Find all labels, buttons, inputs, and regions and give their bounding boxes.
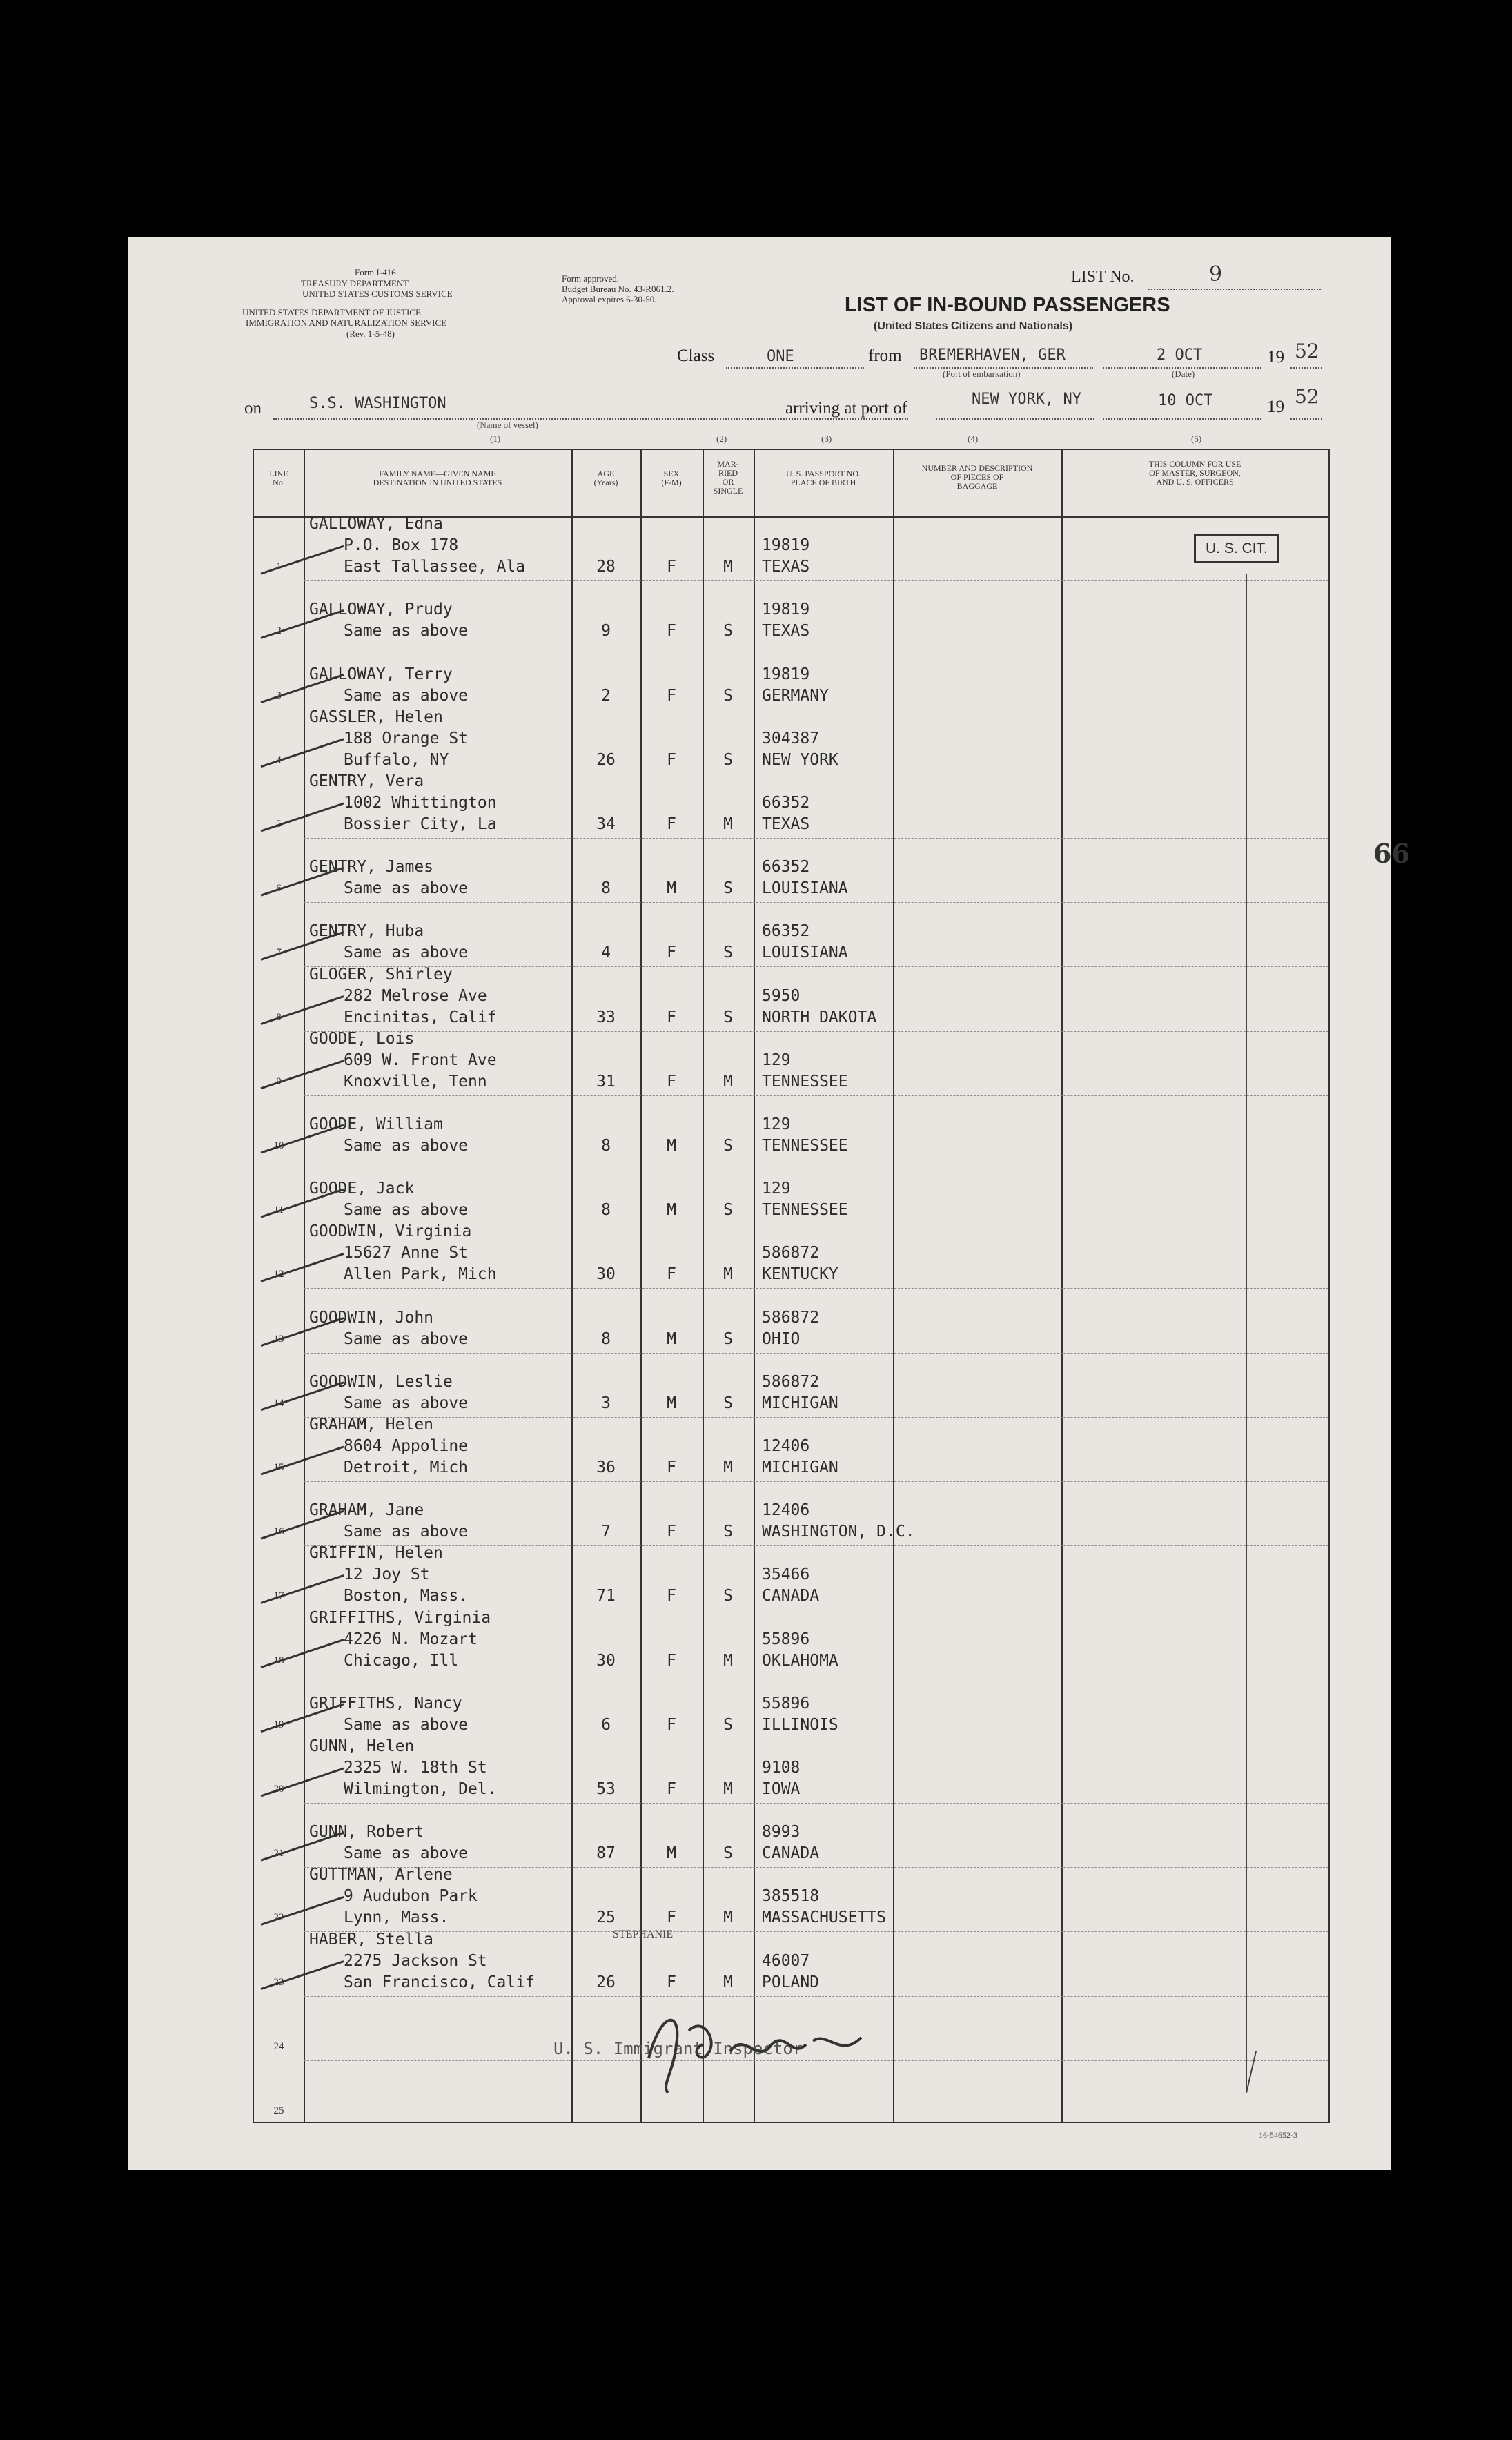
passenger-marital: S xyxy=(723,686,733,705)
passenger-name: GENTRY, Vera xyxy=(309,772,424,790)
passenger-sex: F xyxy=(667,815,676,833)
place-of-birth: GERMANY xyxy=(762,686,829,705)
class-label: Class xyxy=(677,347,715,365)
row-divider xyxy=(304,1803,1328,1804)
passenger-name: GRAHAM, Jane xyxy=(309,1501,424,1520)
passenger-address: 8604 Appoline xyxy=(344,1437,469,1455)
line-number: 16 xyxy=(273,1526,284,1538)
passenger-address: Allen Park, Mich xyxy=(344,1265,497,1284)
form-approved: Form approved. xyxy=(562,273,620,284)
passenger-name: GUNN, Helen xyxy=(309,1737,415,1755)
embarkation-port: BREMERHAVEN, GER xyxy=(919,347,1066,364)
passenger-address: P.O. Box 178 xyxy=(344,536,459,555)
inspector-caption: U. S. Immigrant Inspector xyxy=(553,2039,803,2058)
passenger-sex: M xyxy=(667,879,676,898)
passenger-table xyxy=(253,449,1410,2123)
place-of-birth: CANADA xyxy=(762,1844,820,1863)
passenger-address: San Francisco, Calif xyxy=(344,1973,535,1991)
passenger-sex: F xyxy=(667,1651,676,1670)
passenger-name: GLOGER, Shirley xyxy=(309,965,453,984)
row-divider xyxy=(304,1417,1328,1418)
passenger-sex: M xyxy=(667,1201,676,1220)
place-of-birth: TEXAS xyxy=(762,815,810,833)
passenger-marital: M xyxy=(723,1265,733,1284)
list-number: 9 xyxy=(1209,262,1223,286)
passenger-age: 26 xyxy=(596,750,616,769)
passenger-age: 36 xyxy=(596,1458,616,1476)
passenger-sex: F xyxy=(667,1780,676,1798)
passenger-age: 30 xyxy=(596,1265,616,1284)
passenger-address: Same as above xyxy=(344,1394,469,1412)
arrive-year-line xyxy=(1290,418,1322,420)
passport-number: 66352 xyxy=(762,858,810,877)
col-head-sex: SEX (F-M) xyxy=(661,469,682,487)
departure-date: 2 OCT xyxy=(1157,347,1203,364)
passenger-marital: S xyxy=(723,1329,733,1348)
col-head-age: AGE (Years) xyxy=(593,469,618,487)
passenger-name: GALLOWAY, Prudy xyxy=(309,601,453,619)
passenger-age: 7 xyxy=(601,1523,611,1541)
row-divider xyxy=(304,1353,1328,1354)
place-of-birth: TEXAS xyxy=(762,558,810,576)
passenger-address: 609 W. Front Ave xyxy=(344,1051,497,1069)
place-of-birth: LOUISIANA xyxy=(762,944,848,962)
place-of-birth: TENNESSEE xyxy=(762,1137,848,1155)
passenger-address: 1002 Whittington xyxy=(344,794,497,812)
passenger-name: GRIFFITHS, Nancy xyxy=(309,1694,462,1712)
row-divider xyxy=(304,1095,1328,1096)
passport-number: 66352 xyxy=(762,922,810,941)
place-of-birth: MICHIGAN xyxy=(762,1458,838,1476)
passenger-address: 15627 Anne St xyxy=(344,1244,469,1262)
place-of-birth: NORTH DAKOTA xyxy=(762,1008,877,1026)
passport-number: 66352 xyxy=(762,794,810,812)
passenger-address: Lynn, Mass. xyxy=(344,1909,449,1927)
passenger-name: GRIFFITHS, Virginia xyxy=(309,1608,491,1627)
arrival-date-line xyxy=(1103,418,1261,420)
col-caption-5: (5) xyxy=(1191,433,1202,444)
passenger-age: 8 xyxy=(601,1329,611,1348)
passenger-name: GENTRY, Huba xyxy=(309,922,424,941)
col-caption-3: (3) xyxy=(821,433,832,444)
passenger-address: Same as above xyxy=(344,879,469,898)
passenger-age: 8 xyxy=(601,1137,611,1155)
passenger-address: 12 Joy St xyxy=(344,1565,430,1584)
place-of-birth: LOUISIANA xyxy=(762,879,848,898)
arrival-date: 10 OCT xyxy=(1158,392,1213,409)
passenger-age: 4 xyxy=(601,944,611,962)
check-line xyxy=(1220,560,1400,2107)
place-of-birth: OKLAHOMA xyxy=(762,1651,838,1670)
row-divider xyxy=(304,1031,1328,1032)
line-number: 22 xyxy=(273,1912,284,1924)
passenger-name: GRAHAM, Helen xyxy=(309,1416,434,1434)
passenger-address: 4226 N. Mozart xyxy=(344,1630,478,1648)
department-of-justice: UNITED STATES DEPARTMENT OF JUSTICE xyxy=(242,307,421,318)
passenger-age: 3 xyxy=(601,1394,611,1412)
passenger-name: GUNN, Robert xyxy=(309,1823,424,1842)
line-number: 12 xyxy=(273,1269,284,1280)
line-number: 2 xyxy=(276,625,282,637)
row-divider xyxy=(304,1931,1328,1932)
row-divider xyxy=(304,838,1328,839)
row-divider xyxy=(304,902,1328,903)
passenger-age: 26 xyxy=(596,1973,616,1991)
place-of-birth: WASHINGTON, D.C. xyxy=(762,1523,915,1541)
passenger-marital: S xyxy=(723,750,733,769)
passenger-sex: M xyxy=(667,1137,676,1155)
passenger-marital: S xyxy=(723,1137,733,1155)
passenger-marital: M xyxy=(723,1973,733,1991)
passenger-address: Bossier City, La xyxy=(344,815,497,833)
class-value: ONE xyxy=(767,348,794,365)
passenger-name: GOODWIN, Virginia xyxy=(309,1222,472,1241)
place-of-birth: NEW YORK xyxy=(762,750,838,769)
passenger-marital: S xyxy=(723,1201,733,1220)
passenger-age: 30 xyxy=(596,1651,616,1670)
passport-number: 129 xyxy=(762,1051,791,1069)
passenger-address: Detroit, Mich xyxy=(344,1458,469,1476)
passenger-name: HABER, Stella xyxy=(309,1930,434,1949)
passenger-marital: S xyxy=(723,622,733,641)
passenger-name: GASSLER, Helen xyxy=(309,707,443,726)
passenger-marital: M xyxy=(723,1651,733,1670)
passenger-name: GUTTMAN, Arlene xyxy=(309,1866,453,1884)
line-number: 7 xyxy=(276,947,282,959)
row-divider xyxy=(304,1867,1328,1868)
revision-date: (Rev. 1-5-48) xyxy=(346,329,395,339)
passport-number: 12406 xyxy=(762,1437,810,1455)
passport-number: 19819 xyxy=(762,601,810,619)
col-head-passport: U. S. PASSPORT NO. PLACE OF BIRTH xyxy=(786,469,861,487)
passport-number: 55896 xyxy=(762,1630,810,1648)
passport-number: 5950 xyxy=(762,986,801,1005)
passenger-name: GALLOWAY, Terry xyxy=(309,665,453,683)
embarkation-caption: (Port of embarkation) xyxy=(943,369,1021,379)
passenger-age: 8 xyxy=(601,879,611,898)
passenger-marital: M xyxy=(723,1909,733,1927)
passenger-address: Encinitas, Calif xyxy=(344,1008,497,1026)
passport-number: 304387 xyxy=(762,729,820,748)
place-of-birth: TENNESSEE xyxy=(762,1072,848,1091)
passenger-age: 87 xyxy=(596,1844,616,1863)
place-of-birth: POLAND xyxy=(762,1973,820,1991)
passenger-sex: M xyxy=(667,1329,676,1348)
depart-year-line xyxy=(1290,367,1322,369)
line-number: 15 xyxy=(273,1462,284,1473)
passenger-age: 34 xyxy=(596,815,616,833)
arrival-port-line xyxy=(936,418,1094,420)
note-stephanie: STEPHANIE xyxy=(613,1929,674,1940)
form-title: LIST OF IN-BOUND PASSENGERS xyxy=(845,294,1170,316)
row-divider xyxy=(304,1996,1328,1997)
place-of-birth: IOWA xyxy=(762,1780,801,1798)
class-line xyxy=(726,367,864,369)
passenger-marital: M xyxy=(723,1780,733,1798)
budget-bureau: Budget Bureau No. 43-R061.2. xyxy=(562,284,674,294)
place-of-birth: ILLINOIS xyxy=(762,1715,838,1734)
list-number-line xyxy=(1148,289,1321,290)
passenger-address: Same as above xyxy=(344,1201,469,1220)
place-of-birth: OHIO xyxy=(762,1329,801,1348)
line-number: 9 xyxy=(276,1075,282,1087)
passenger-address: Same as above xyxy=(344,1844,469,1863)
col-divider xyxy=(1061,450,1063,2122)
inspector-signature xyxy=(640,2003,889,2100)
passenger-age: 71 xyxy=(596,1587,616,1605)
passenger-marital: S xyxy=(723,1587,733,1605)
passenger-address: Same as above xyxy=(344,1715,469,1734)
passport-number: 55896 xyxy=(762,1694,810,1712)
line-number: 24 xyxy=(273,2040,284,2052)
passenger-sex: F xyxy=(667,1715,676,1734)
row-divider xyxy=(304,966,1328,967)
passenger-name: GENTRY, James xyxy=(309,858,434,877)
passenger-name: GOODWIN, John xyxy=(309,1308,434,1327)
passenger-sex: F xyxy=(667,558,676,576)
passenger-age: 33 xyxy=(596,1008,616,1026)
passenger-age: 31 xyxy=(596,1072,616,1091)
row-divider xyxy=(304,1288,1328,1289)
passenger-age: 9 xyxy=(601,622,611,641)
passenger-sex: F xyxy=(667,944,676,962)
arriving-label: arriving at port of xyxy=(785,399,908,418)
passenger-name: GOODE, William xyxy=(309,1115,443,1133)
passenger-marital: S xyxy=(723,879,733,898)
passport-number: 12406 xyxy=(762,1501,810,1520)
place-of-birth: TEXAS xyxy=(762,622,810,641)
passport-number: 385518 xyxy=(762,1887,820,1906)
line-number: 6 xyxy=(276,883,282,895)
passenger-marital: S xyxy=(723,1394,733,1412)
passenger-sex: F xyxy=(667,1265,676,1284)
passenger-age: 6 xyxy=(601,1715,611,1734)
place-of-birth: MICHIGAN xyxy=(762,1394,838,1412)
passenger-sex: F xyxy=(667,686,676,705)
passenger-address: Boston, Mass. xyxy=(344,1587,469,1605)
line-number: 11 xyxy=(273,1204,284,1216)
passenger-address: Same as above xyxy=(344,1523,469,1541)
passenger-sex: F xyxy=(667,1072,676,1091)
passenger-address: 188 Orange St xyxy=(344,729,469,748)
passenger-name: GOODE, Lois xyxy=(309,1029,415,1048)
col-divider xyxy=(754,450,755,2122)
passenger-address: Same as above xyxy=(344,1329,469,1348)
passenger-address: Same as above xyxy=(344,622,469,641)
vessel-caption: (Name of vessel) xyxy=(477,420,538,430)
col-head-officers: THIS COLUMN FOR USE OF MASTER, SURGEON, AND U. S. OFFICERS xyxy=(1148,459,1241,487)
arrive-year-prefix: 19 xyxy=(1267,398,1284,416)
passenger-sex: F xyxy=(667,1973,676,1991)
passenger-name: GRIFFIN, Helen xyxy=(309,1544,443,1563)
passenger-name: GOODE, Jack xyxy=(309,1180,415,1198)
passport-number: 9108 xyxy=(762,1759,801,1777)
col-caption-1: (1) xyxy=(490,433,501,444)
date-caption: (Date) xyxy=(1172,369,1195,379)
passenger-address: 2325 W. 18th St xyxy=(344,1759,487,1777)
row-divider xyxy=(304,580,1328,581)
passenger-marital: S xyxy=(723,1844,733,1863)
depart-year-prefix: 19 xyxy=(1267,348,1284,367)
passenger-marital: M xyxy=(723,558,733,576)
passenger-age: 53 xyxy=(596,1780,616,1798)
passenger-sex: F xyxy=(667,750,676,769)
passenger-address: East Tallassee, Ala xyxy=(344,558,526,576)
line-number: 5 xyxy=(276,819,282,830)
line-number: 21 xyxy=(273,1848,284,1860)
check-marks xyxy=(240,450,420,2107)
passenger-marital: S xyxy=(723,1715,733,1734)
passenger-age: 2 xyxy=(601,686,611,705)
form-number: Form I-416 xyxy=(355,267,396,277)
approval-expires: Approval expires 6-30-50. xyxy=(562,294,657,304)
line-number: 3 xyxy=(276,690,282,701)
passenger-address: Same as above xyxy=(344,686,469,705)
form-subtitle: (United States Citizens and Nationals) xyxy=(874,320,1073,332)
col-divider xyxy=(571,450,573,2122)
passenger-sex: F xyxy=(667,1587,676,1605)
passenger-sex: F xyxy=(667,622,676,641)
col-divider xyxy=(893,450,894,2122)
passenger-address: Buffalo, NY xyxy=(344,750,449,769)
passenger-address: Same as above xyxy=(344,1137,469,1155)
passport-number: 19819 xyxy=(762,536,810,555)
passenger-marital: S xyxy=(723,1523,733,1541)
place-of-birth: KENTUCKY xyxy=(762,1265,838,1284)
line-number: 8 xyxy=(276,1011,282,1023)
passport-number: 35466 xyxy=(762,1565,810,1584)
passenger-sex: F xyxy=(667,1458,676,1476)
passport-number: 586872 xyxy=(762,1372,820,1391)
passenger-sex: M xyxy=(667,1394,676,1412)
passenger-address: Knoxville, Tenn xyxy=(344,1072,487,1091)
line-number: 13 xyxy=(273,1333,284,1345)
passenger-sex: F xyxy=(667,1909,676,1927)
passport-number: 8993 xyxy=(762,1823,801,1842)
passenger-name: GOODWIN, Leslie xyxy=(309,1372,453,1391)
row-divider xyxy=(304,1481,1328,1482)
treasury-department: TREASURY DEPARTMENT xyxy=(301,278,409,289)
from-label: from xyxy=(868,347,902,365)
line-number: 4 xyxy=(276,754,282,765)
on-label: on xyxy=(244,399,262,418)
arrival-year: 52 xyxy=(1295,385,1319,408)
passport-number: 129 xyxy=(762,1115,791,1133)
passport-number: 586872 xyxy=(762,1244,820,1262)
us-citizen-stamp: U. S. CIT. xyxy=(1194,534,1279,563)
passenger-address: Same as above xyxy=(344,944,469,962)
col-head-line: LINE No. xyxy=(269,469,288,487)
passenger-marital: M xyxy=(723,1458,733,1476)
line-number: 19 xyxy=(273,1719,284,1730)
passenger-address: 282 Melrose Ave xyxy=(344,986,487,1005)
place-of-birth: CANADA xyxy=(762,1587,820,1605)
passenger-marital: M xyxy=(723,815,733,833)
passenger-count: 66 xyxy=(1373,838,1410,869)
naturalization-service: IMMIGRATION AND NATURALIZATION SERVICE xyxy=(246,318,447,328)
passenger-age: 8 xyxy=(601,1201,611,1220)
vessel-name: S.S. WASHINGTON xyxy=(309,395,446,412)
col-caption-2: (2) xyxy=(716,433,727,444)
col-head-married: MAR- RIED OR SINGLE xyxy=(713,459,743,496)
line-number: 20 xyxy=(273,1784,284,1795)
passport-number: 129 xyxy=(762,1180,791,1198)
line-number: 23 xyxy=(273,1976,284,1988)
line-number: 17 xyxy=(273,1590,284,1602)
passenger-address: 2275 Jackson St xyxy=(344,1951,487,1970)
line-number: 25 xyxy=(273,2105,284,2116)
row-divider xyxy=(304,1545,1328,1546)
passenger-address: Wilmington, Del. xyxy=(344,1780,497,1798)
list-number-label: LIST No. xyxy=(1071,268,1135,286)
departure-year: 52 xyxy=(1295,340,1319,362)
passenger-address: 9 Audubon Park xyxy=(344,1887,478,1906)
passenger-address: Chicago, Ill xyxy=(344,1651,459,1670)
vessel-line xyxy=(273,418,908,420)
passenger-sex: F xyxy=(667,1523,676,1541)
passenger-marital: S xyxy=(723,1008,733,1026)
line-number: 1 xyxy=(276,561,282,573)
line-number: 14 xyxy=(273,1397,284,1409)
passport-number: 586872 xyxy=(762,1308,820,1327)
passenger-sex: M xyxy=(667,1844,676,1863)
passenger-age: 25 xyxy=(596,1909,616,1927)
col-caption-4: (4) xyxy=(968,433,979,444)
arrival-port: NEW YORK, NY xyxy=(972,391,1081,408)
passenger-marital: M xyxy=(723,1072,733,1091)
passenger-name: GALLOWAY, Edna xyxy=(309,515,443,534)
place-of-birth: MASSACHUSETTS xyxy=(762,1909,887,1927)
place-of-birth: TENNESSEE xyxy=(762,1201,848,1220)
passport-number: 46007 xyxy=(762,1951,810,1970)
col-head-name: FAMILY NAME—GIVEN NAME DESTINATION IN UNITED STATES xyxy=(373,469,502,487)
line-number: 18 xyxy=(273,1655,284,1666)
col-head-baggage: NUMBER AND DESCRIPTION OF PIECES OF BAGGAGE xyxy=(921,463,1033,491)
passenger-age: 28 xyxy=(596,558,616,576)
line-number: 10 xyxy=(273,1140,284,1151)
passenger-marital: S xyxy=(723,944,733,962)
passenger-sex: F xyxy=(667,1008,676,1026)
passport-number: 19819 xyxy=(762,665,810,683)
passenger-list-page xyxy=(128,237,1410,2170)
customs-service: UNITED STATES CUSTOMS SERVICE xyxy=(302,289,453,299)
print-code: 16-54652-3 xyxy=(1259,2130,1297,2140)
